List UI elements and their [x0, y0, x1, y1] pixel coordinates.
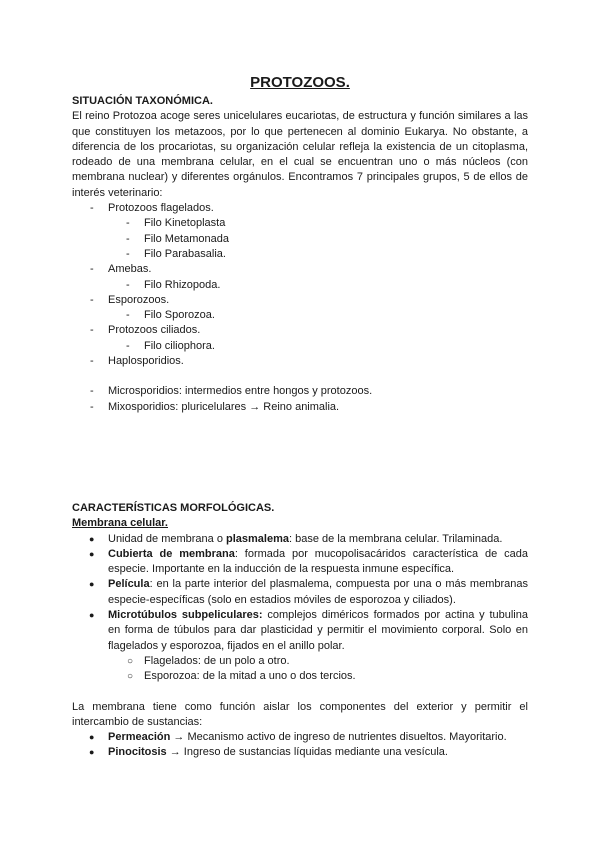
other-groups-list	[72, 384, 528, 415]
list-item: ● Cubierta de membrana: formada por mucopolisacáridos característica de cada especie. Importante en la inducción de la respuesta inmune específica.	[72, 547, 528, 578]
list-item: ● Permeación → Mecanismo activo de ingreso de nutrientes disueltos. Mayoritario.	[72, 730, 528, 745]
list-item: - Haplosporidios.	[72, 354, 528, 369]
groups-list	[72, 201, 528, 369]
list-item: - Esporozoos.	[72, 293, 528, 308]
spacer	[72, 369, 528, 384]
transport-bullets	[72, 730, 528, 761]
spacer	[72, 415, 528, 501]
section-heading-taxonomy: SITUACIÓN TAXONÓMICA.	[72, 95, 213, 107]
list-item: ○ Flagelados: de un polo a otro.	[72, 654, 528, 669]
spacer	[72, 685, 528, 700]
taxonomy-paragraph: El reino Protozoa acoge seres unicelulares eucariotas, de estructura y función similares a las que constituyen los metazoos, por lo que pertenecen al dominio Eukarya. No obstante, a diferencia de los procariotas, su organización celular refleja la existencia de un citoplasma, rodeado de una membrana celular, en el cual se encuentran uno o más núcleos (con membrana nuclear) y diferentes orgánulos. Encontramos 7 principales grupos, 5 de ellos de interés veterinario:	[72, 110, 528, 199]
list-item: - Filo Parabasalia.	[72, 247, 528, 262]
list-item: - Filo Rhizopoda.	[72, 278, 528, 293]
membrane-function-paragraph: La membrana tiene como función aislar los componentes del exterior y permitir el intercambio de sustancias:	[72, 700, 528, 728]
page-title: PROTOZOOS.	[250, 74, 350, 91]
list-item: ● Película: en la parte interior del plasmalema, compuesta por una o más membranas especie-específicas (solo en estadios móviles de esporozoa y ciliados).	[72, 577, 528, 608]
subheading-membrane: Membrana celular.	[72, 517, 168, 530]
membrane-bullets	[72, 532, 528, 685]
list-item: - Protozoos flagelados.	[72, 201, 528, 216]
list-item: ● Microtúbulos subpeliculares: complejos diméricos formados por actina y tubulina en forma de túbulos para dar plasticidad y permitir el movimiento corporal. Solo en flagelados y esporozoa, fijados en el anillo polar.	[72, 608, 528, 654]
list-item: ● Pinocitosis → Ingreso de sustancias líquidas mediante una vesícula.	[72, 745, 528, 760]
list-item: - Filo Kinetoplasta	[72, 216, 528, 231]
list-item: - Protozoos ciliados.	[72, 323, 528, 338]
list-item: - Filo Metamonada	[72, 232, 528, 247]
list-item: - Filo ciliophora.	[72, 339, 528, 354]
list-item: - Microsporidios: intermedios entre hongos y protozoos.	[72, 384, 528, 399]
list-item: - Amebas.	[72, 262, 528, 277]
list-item: ● Unidad de membrana o plasmalema: base de la membrana celular. Trilaminada.	[72, 532, 528, 547]
list-item: - Filo Sporozoa.	[72, 308, 528, 323]
list-item: ○ Esporozoa: de la mitad a uno o dos tercios.	[72, 669, 528, 684]
document-page	[72, 74, 528, 761]
section-heading-morphology: CARACTERÍSTICAS MORFOLÓGICAS.	[72, 501, 275, 514]
list-item: - Mixosporidios: pluricelulares → Reino animalia.	[72, 400, 528, 415]
